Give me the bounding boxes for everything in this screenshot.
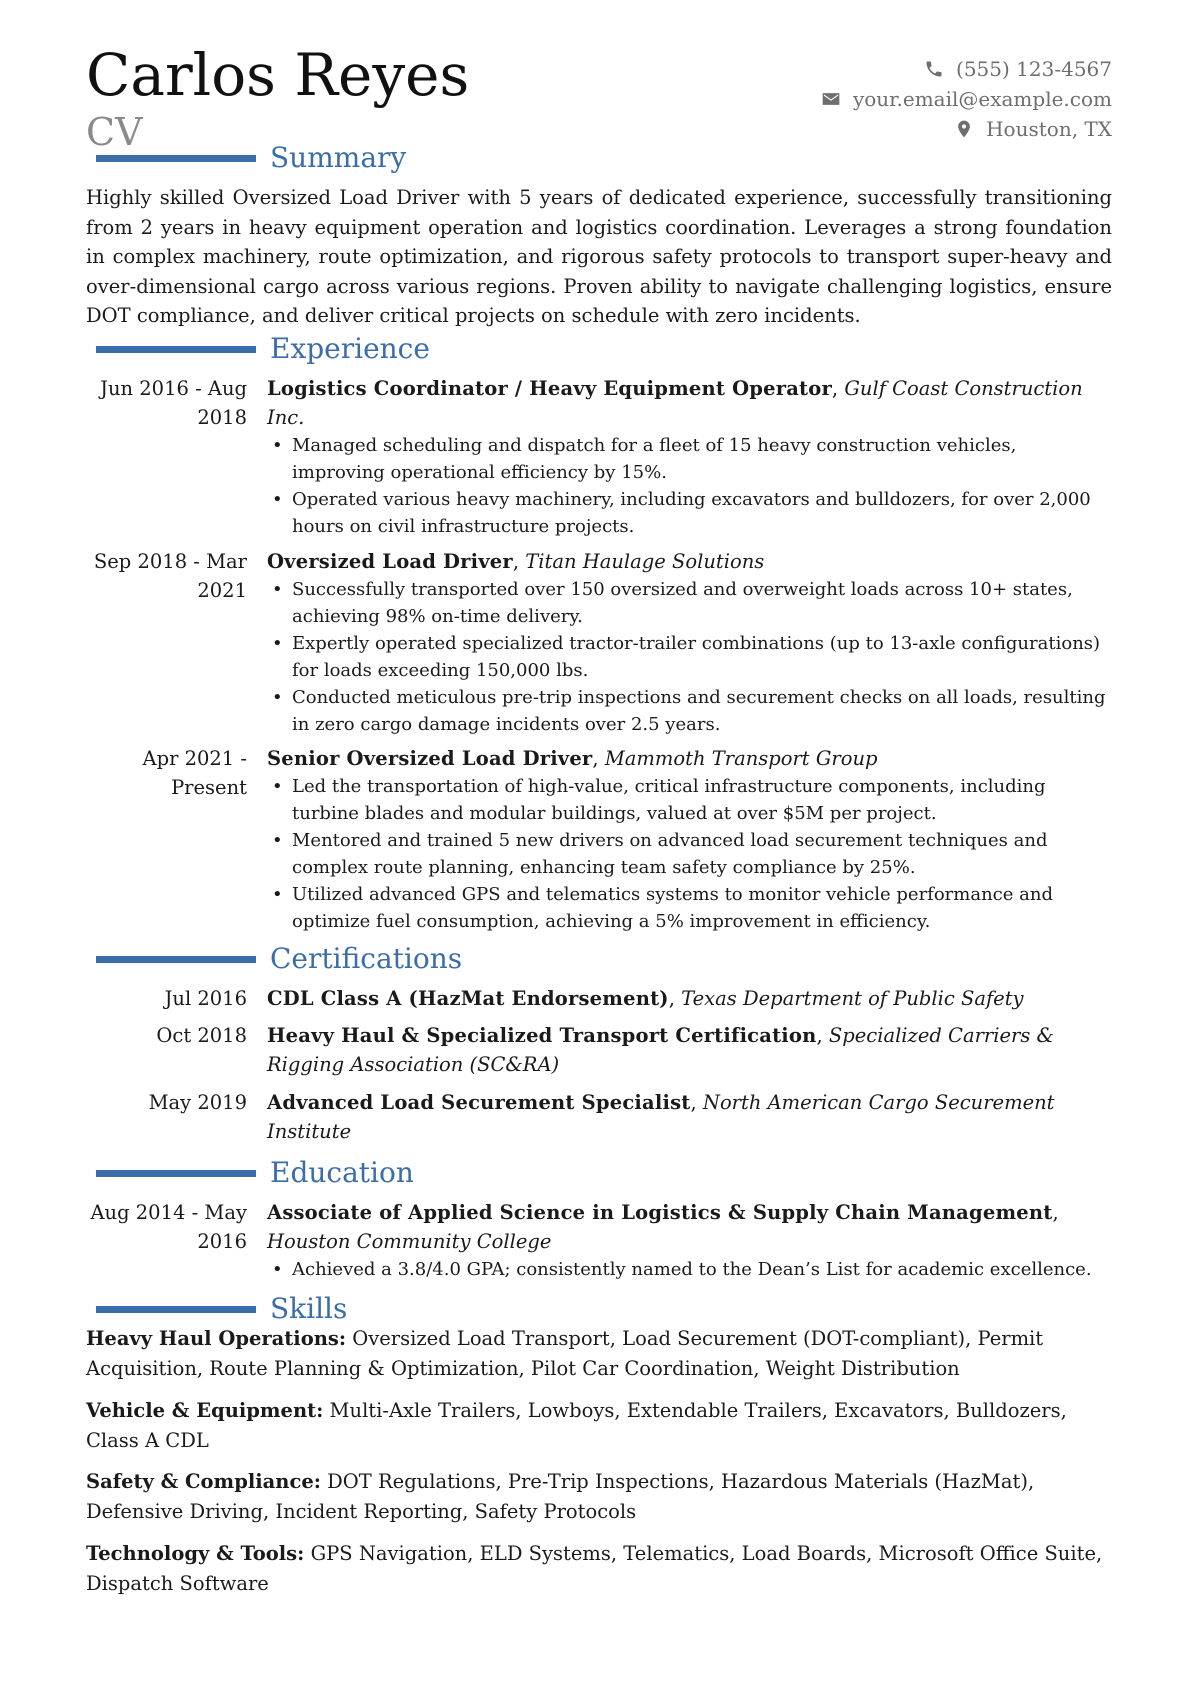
experience-body: Oversized Load Driver, Titan Haulage Solutions • Successfully transported over 150 oversized and overweight loads across 10+ states, achieving 98% on-time delivery. • Expertly operated specialized tractor-trailer combinations (up to 13-axle configurations) for loads exceeding 150,000 lbs. • Conducted meticulous pre-trip inspections and securement checks on all loads, resulting in zero cargo damage incidents over 2.5 years. xyxy=(267,547,1112,738)
certification-body: CDL Class A (HazMat Endorsement), Texas Department of Public Safety xyxy=(267,987,1024,1010)
phone-icon xyxy=(924,59,944,79)
skill-text: Multi-Axle Trailers, Lowboys, Extendable Trailers, Excavators, Bulldozers, Class A CDL xyxy=(86,1399,1067,1452)
list-item: • Mentored and trained 5 new drivers on advanced load securement techniques and complex route planning, enhancing team safety compliance by 25%. xyxy=(267,827,1112,881)
education-school: Houston Community College xyxy=(267,1230,552,1253)
list-item: • Conducted meticulous pre-trip inspections and securement checks on all loads, resulting in zero cargo damage incidents over 2.5 years. xyxy=(267,684,1112,738)
section-rule xyxy=(96,1306,256,1313)
contact-location xyxy=(821,114,1112,144)
certification-name: CDL Class A (HazMat Endorsement) xyxy=(267,987,669,1010)
section-title-education: Education xyxy=(270,1156,414,1189)
skill-group xyxy=(86,1396,1112,1455)
education-body: Associate of Applied Science in Logistics & Supply Chain Management, Houston Community College • Achieved a 3.8/4.0 GPA; consistently named to the Dean’s List for academic excellence. xyxy=(267,1198,1112,1283)
skill-text: DOT Regulations, Pre-Trip Inspections, Hazardous Materials (HazMat), Defensive Driving, Incident Reporting, Safety Protocols xyxy=(86,1470,1035,1523)
certification-date: May 2019 xyxy=(148,1091,247,1114)
section-title-certifications: Certifications xyxy=(270,942,463,975)
experience-bullets xyxy=(267,773,1112,935)
list-item: • Utilized advanced GPS and telematics systems to monitor vehicle performance and optimize fuel consumption, achieving a 5% improvement in efficiency. xyxy=(267,881,1112,935)
section-rule xyxy=(96,956,256,963)
experience-date: Jun 2016 - Aug 2018 xyxy=(100,377,247,429)
list-item: • Achieved a 3.8/4.0 GPA; consistently named to the Dean’s List for academic excellence. xyxy=(267,1256,1112,1283)
skill-label: Technology & Tools: xyxy=(86,1542,305,1565)
education-bullets xyxy=(267,1256,1112,1283)
section-title-summary: Summary xyxy=(270,141,407,174)
experience-body: Logistics Coordinator / Heavy Equipment Operator, Gulf Coast Construction Inc. • Managed scheduling and dispatch for a fleet of 15 heavy construction vehicles, improving operational efficiency by 15%. • Operated various heavy machinery, including excavators and bulldozers, for over 2,000 hours on civil infrastructure projects. xyxy=(267,374,1112,540)
skill-label: Vehicle & Equipment: xyxy=(86,1399,324,1422)
document-subtitle: CV xyxy=(86,110,143,154)
certification-org: Texas Department of Public Safety xyxy=(681,987,1024,1010)
skill-label: Safety & Compliance: xyxy=(86,1470,321,1493)
section-certifications-heading xyxy=(96,942,462,976)
skill-text: GPS Navigation, ELD Systems, Telematics, Load Boards, Microsoft Office Suite, Dispatch Software xyxy=(86,1542,1103,1595)
section-summary-heading xyxy=(96,141,406,175)
list-item: • Managed scheduling and dispatch for a fleet of 15 heavy construction vehicles, improving operational efficiency by 15%. xyxy=(267,432,1112,486)
experience-role: Oversized Load Driver xyxy=(267,550,513,573)
experience-role: Logistics Coordinator / Heavy Equipment Operator xyxy=(267,377,832,400)
skill-group xyxy=(86,1539,1112,1598)
certification-date: Oct 2018 xyxy=(156,1024,247,1047)
certification-org: North American Cargo Securement Institute xyxy=(267,1091,1055,1143)
certification-date: Jul 2016 xyxy=(164,987,247,1010)
list-item: • Expertly operated specialized tractor-trailer combinations (up to 13-axle configurations) for loads exceeding 150,000 lbs. xyxy=(267,630,1112,684)
contact-block xyxy=(821,54,1112,144)
section-rule xyxy=(96,1170,256,1177)
experience-org: Gulf Coast Construction Inc. xyxy=(267,377,1083,429)
experience-bullets xyxy=(267,432,1112,540)
map-marker-icon xyxy=(954,119,974,139)
education-date: Aug 2014 - May 2016 xyxy=(90,1201,247,1253)
experience-date: Sep 2018 - Mar 2021 xyxy=(93,550,247,602)
certification-body: Advanced Load Securement Specialist, North American Cargo Securement Institute xyxy=(267,1091,1055,1143)
phone-text: (555) 123-4567 xyxy=(956,57,1112,81)
section-title-experience: Experience xyxy=(270,332,430,365)
list-item: • Led the transportation of high-value, critical infrastructure components, including turbine blades and modular buildings, valued at over $5M per project. xyxy=(267,773,1112,827)
candidate-name: Carlos Reyes xyxy=(86,41,470,109)
section-title-skills: Skills xyxy=(270,1292,348,1325)
experience-bullets xyxy=(267,576,1112,738)
list-item: • Successfully transported over 150 oversized and overweight loads across 10+ states, achieving 98% on-time delivery. xyxy=(267,576,1112,630)
location-text: Houston, TX xyxy=(986,117,1112,141)
envelope-icon xyxy=(821,89,841,109)
experience-org: Mammoth Transport Group xyxy=(604,747,878,770)
experience-org: Titan Haulage Solutions xyxy=(525,550,765,573)
experience-role: Senior Oversized Load Driver xyxy=(267,747,593,770)
section-rule xyxy=(96,155,256,162)
email-link[interactable]: your.email@example.com xyxy=(852,87,1112,111)
skill-group xyxy=(86,1324,1112,1383)
summary-text: Highly skilled Oversized Load Driver with 5 years of dedicated experience, successfully transitioning from 2 years in heavy equipment operation and logistics coordination. Leverages a strong foundation in complex machinery, route optimization, and rigorous safety protocols to transport super-heavy and over-dimensional cargo across various regions. Proven ability to navigate challenging logistics, ensure DOT compliance, and deliver critical projects on schedule with zero incidents. xyxy=(86,186,1112,327)
contact-phone xyxy=(821,54,1112,84)
education-degree: Associate of Applied Science in Logistics & Supply Chain Management xyxy=(267,1201,1053,1224)
section-education-heading xyxy=(96,1156,414,1190)
certification-org: Specialized Carriers & Rigging Association (SC&RA) xyxy=(267,1024,1054,1076)
certification-name: Advanced Load Securement Specialist xyxy=(267,1091,691,1114)
skill-group xyxy=(86,1467,1112,1526)
section-skills-heading xyxy=(96,1292,347,1326)
certification-body: Heavy Haul & Specialized Transport Certification, Specialized Carriers & Rigging Association (SC&RA) xyxy=(267,1024,1054,1076)
experience-body: Senior Oversized Load Driver, Mammoth Transport Group • Led the transportation of high-value, critical infrastructure components, including turbine blades and modular buildings, valued at over $5M per project. • Mentored and trained 5 new drivers on advanced load securement techniques and complex route planning, enhancing team safety compliance by 25%. • Utilized advanced GPS and telematics systems to monitor vehicle performance and optimize fuel consumption, achieving a 5% improvement in efficiency. xyxy=(267,744,1112,935)
section-experience-heading xyxy=(96,332,430,366)
certification-name: Heavy Haul & Specialized Transport Certification xyxy=(267,1024,817,1047)
contact-email xyxy=(821,84,1112,114)
skill-label: Heavy Haul Operations: xyxy=(86,1327,347,1350)
experience-date: Apr 2021 - Present xyxy=(142,747,247,799)
section-rule xyxy=(96,346,256,353)
skill-text: Oversized Load Transport, Load Securement (DOT-compliant), Permit Acquisition, Route Planning & Optimization, Pilot Car Coordination, Weight Distribution xyxy=(86,1327,1044,1380)
list-item: • Operated various heavy machinery, including excavators and bulldozers, for over 2,000 hours on civil infrastructure projects. xyxy=(267,486,1112,540)
